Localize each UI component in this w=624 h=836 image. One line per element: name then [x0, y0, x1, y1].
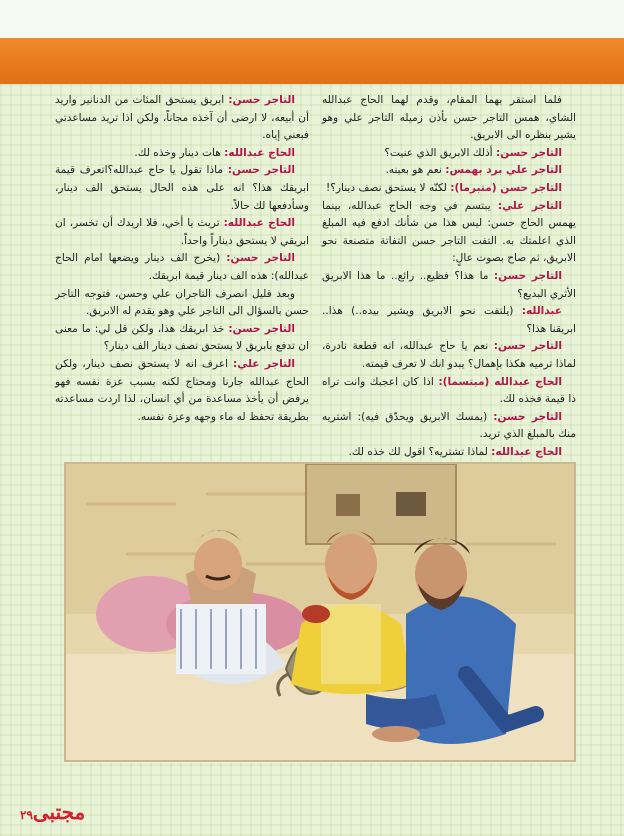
- paragraph: [322, 268, 576, 303]
- speaker-label: الحاج عبدالله (مبتسما):: [438, 375, 562, 388]
- dialogue-text: (يلتفت نحو الابريق ويشير بيده..) هذا.. ابريقنا هذا؟: [322, 305, 576, 335]
- dialogue-text: تريث يا أخي، فلا اريدك أن تخسر، ان ابريقي لا يستحق ديناراً واحداً.: [55, 217, 309, 247]
- dialogue-text: هات دينار وخذه لك.: [134, 146, 225, 159]
- logo-text: مجتبى: [32, 800, 86, 824]
- paragraph: [55, 321, 309, 356]
- paragraph: [322, 374, 576, 409]
- dialogue-text: اعرف انه لا يستحق نصف دينار، ولكن الحاج عبدالله جارنا ومحتاج لكنه بسبب عزة نفسه فهو يرفض أن يأخذ مساعدة من أي انسان، لذا اردت مساعدته بطريقة تحفظ له ماء وجهه وعزة نفسه.: [55, 357, 309, 423]
- paragraph: [322, 145, 576, 163]
- speaker-label: الحاج عبدالله:: [224, 146, 295, 159]
- paragraph: [55, 215, 309, 250]
- text-column-right: [322, 92, 576, 461]
- text-column-left: [55, 92, 309, 426]
- dialogue-text: (يمسك الابريق ويحدّق فيه): اشتريه منك بالمبلغ الذي تريد.: [322, 410, 576, 441]
- speaker-label: التاجر حسن:: [228, 322, 295, 335]
- dialogue-text: ابريق يستحق المئات من الدنانير واريد أن أبيعه، لا ارضى أن آخذه مجاناً، ولكن اذا تريد مساعدتي فبعني إياه.: [55, 94, 309, 142]
- paragraph: [322, 162, 576, 180]
- speaker-label: التاجر علي:: [233, 357, 295, 370]
- paragraph: [55, 250, 309, 285]
- dialogue-text: (يخرج الف دينار ويضعها امام الحاج عبدالله): هذه الف دينار قيمة ابريقك.: [55, 252, 309, 282]
- speaker-label: التاجر حسن:: [495, 146, 562, 159]
- speaker-label: التاجر حسن:: [226, 252, 296, 265]
- paragraph: [322, 92, 576, 145]
- dialogue-text: ماذا تقول يا حاج عبدالله؟اتعرف قيمة ابريقك هذا؟ انه على هذه الحال يستحق الف دينار، وسأدفعها لك حالاً.: [55, 164, 309, 212]
- magazine-logo: [20, 800, 85, 824]
- speaker-label: التاجر حسن:: [493, 269, 562, 282]
- speaker-label: الحاج عبدالله:: [491, 445, 562, 458]
- story-illustration: [64, 462, 576, 762]
- paragraph: [55, 145, 309, 163]
- paragraph: [322, 444, 576, 462]
- paragraph: [322, 409, 576, 444]
- page-number: ٢٩: [20, 808, 33, 822]
- paragraph: [55, 92, 309, 145]
- paragraph: [55, 162, 309, 215]
- speaker-label: الحاج عبدالله:: [223, 217, 295, 230]
- dialogue-text: نعم يا حاج عبدالله، انه قطعة نادرة، لماذا ترميه هكذا بإهمال؟ يبدو انك لا تعرف قيمته.: [322, 340, 576, 370]
- speaker-label: عبدالله:: [521, 305, 562, 318]
- paragraph: [322, 198, 576, 268]
- paragraph: [322, 303, 576, 338]
- speaker-label: التاجر حسن:: [493, 410, 562, 423]
- dialogue-text: اذا كان اعجبك وانت تراه ذا قيمة فخذه لك.: [322, 375, 576, 406]
- dialogue-text: يبتسم في وجه الحاج عبدالله، بينما يهمس الحاج حسن: ليس هذا من شأنك ادفع فيه المبلغ الذي اعلمتك به. التفت التاجر حسن التفاتة متصنعة نحو الابريق، ثم صاح بصوت عالٍ:: [322, 199, 576, 265]
- dialogue-text: وبعد قليل انصرف التاجران علي وحسن، فتوجه التاجر حسن بالسؤال الى التاجر علي وهو يقدم له الابريق.: [55, 287, 309, 318]
- paragraph: [322, 180, 576, 198]
- header-bar: [0, 38, 624, 84]
- speaker-label: التاجر حسن (متبرما):: [450, 181, 562, 194]
- top-margin: [0, 0, 624, 38]
- paragraph: [55, 356, 309, 426]
- dialogue-text: فلما استقر بهما المقام، وقدم لهما الحاج عبدالله الشاي، همس التاجر حسن بأذن زميله التاجر علي وهو يشير بنظره الى الابريق.: [322, 94, 576, 142]
- paragraph: [55, 286, 309, 321]
- dialogue-text: أذلك الابريق الذي عنيت؟: [384, 146, 496, 159]
- dialogue-text: لماذا تشتريه؟ اقول لك خذه لك.: [348, 445, 492, 458]
- dialogue-text: ما هذا؟ فظيع.. رائع.. ما هذا الابريق الأثري البديع؟: [322, 269, 576, 300]
- speaker-label: التاجر علي برد بهمس:: [445, 164, 562, 177]
- dialogue-text: نعم هو بعينه.: [385, 164, 446, 177]
- dialogue-text: خذ ابريقك هذا، ولكن قل لي: ما معنى ان تدفع بابريق لا يستحق نصف دينار الف دينار؟: [55, 322, 309, 353]
- speaker-label: التاجر حسن:: [493, 340, 562, 353]
- speaker-label: التاجر علي:: [497, 199, 562, 212]
- speaker-label: التاجر حسن:: [228, 94, 296, 106]
- speaker-label: التاجر حسن:: [227, 164, 295, 177]
- paragraph: [322, 338, 576, 373]
- dialogue-text: لكنّه لا يستحق نصف دينار؟!: [326, 181, 451, 194]
